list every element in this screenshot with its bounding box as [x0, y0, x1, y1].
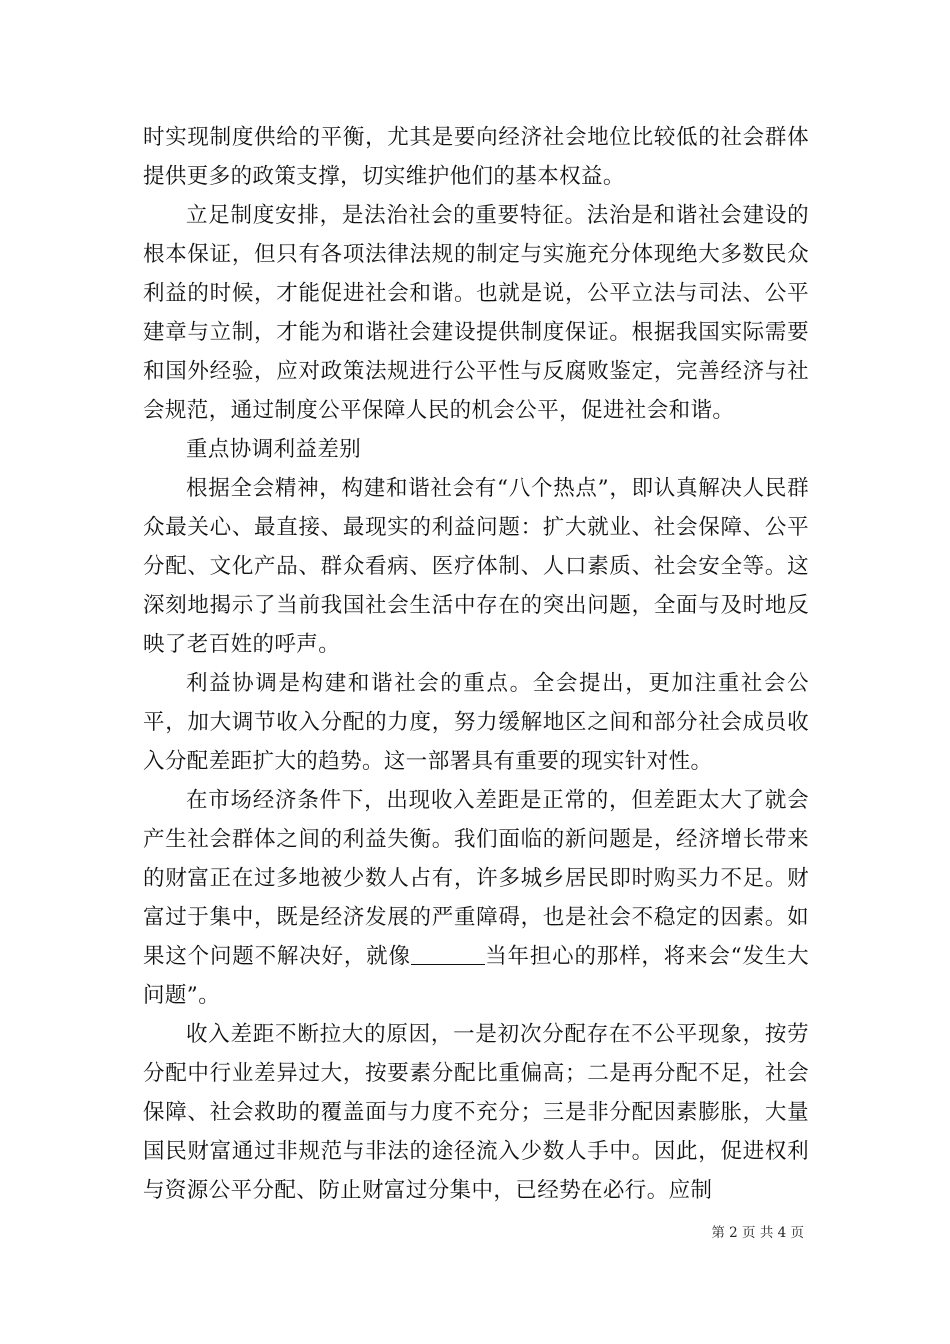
- fill-in-blank: [411, 943, 485, 966]
- paragraph: 收入差距不断拉大的原因，一是初次分配存在不公平现象，按劳分配中行业差异过大，按要素分配比重偏高；二是再分配不足，社会保障、社会救助的覆盖面与力度不充分；三是非分配因素膨胀，大量国民财富通过非规范与非法的途径流入少数人手中。因此，促进权利与资源公平分配、防止财富过分集中，已经势在必行。应制: [143, 1022, 809, 1203]
- paragraph: 立足制度安排，是法治社会的重要特征。法治是和谐社会建设的根本保证，但只有各项法律法规的制定与实施充分体现绝大多数民众利益的时候，才能促进社会和谐。也就是说，公平立法与司法、公平建章与立制，才能为和谐社会建设提供制度保证。根据我国实际需要和国外经验，应对政策法规进行公平性与反腐败鉴定，完善经济与社会规范，通过制度公平保障人民的机会公平，促进社会和谐。: [143, 203, 809, 423]
- paragraph: 利益协调是构建和谐社会的重点。全会提出，更加注重社会公平，加大调节收入分配的力度，努力缓解地区之间和部分社会成员收入分配差距扩大的趋势。这一部署具有重要的现实针对性。: [143, 671, 809, 774]
- paragraph: 根据全会精神，构建和谐社会有“八个热点”，即认真解决人民群众最关心、最直接、最现实的利益问题：扩大就业、社会保障、公平分配、文化产品、群众看病、医疗体制、人口素质、社会安全等。这深刻地揭示了当前我国社会生活中存在的突出问题，全面与及时地反映了老百姓的呼声。: [143, 476, 809, 657]
- paragraph-text-after-blank: 当年担心的那样，将来会“发生大问题”。: [143, 944, 809, 1008]
- section-heading: 重点协调利益差别: [186, 437, 362, 462]
- paragraph-text-before-blank: 在市场经济条件下，出现收入差距是正常的，但差距太大了就会产生社会群体之间的利益失衡。我们面临的新问题是，经济增长带来的财富正在过多地被少数人占有，许多城乡居民即时购买力不足。财富过于集中，既是经济发展的严重障碍，也是社会不稳定的因素。如果这个问题不解决好，就像: [143, 788, 809, 969]
- page-number-footer: 第 2 页 共 4 页: [711, 1225, 804, 1241]
- paragraph-with-blank: [143, 781, 809, 1015]
- document-body: [143, 118, 809, 1210]
- paragraph-continuation: 时实现制度供给的平衡，尤其是要向经济社会地位比较低的社会群体提供更多的政策支撑，切实维护他们的基本权益。: [143, 125, 809, 189]
